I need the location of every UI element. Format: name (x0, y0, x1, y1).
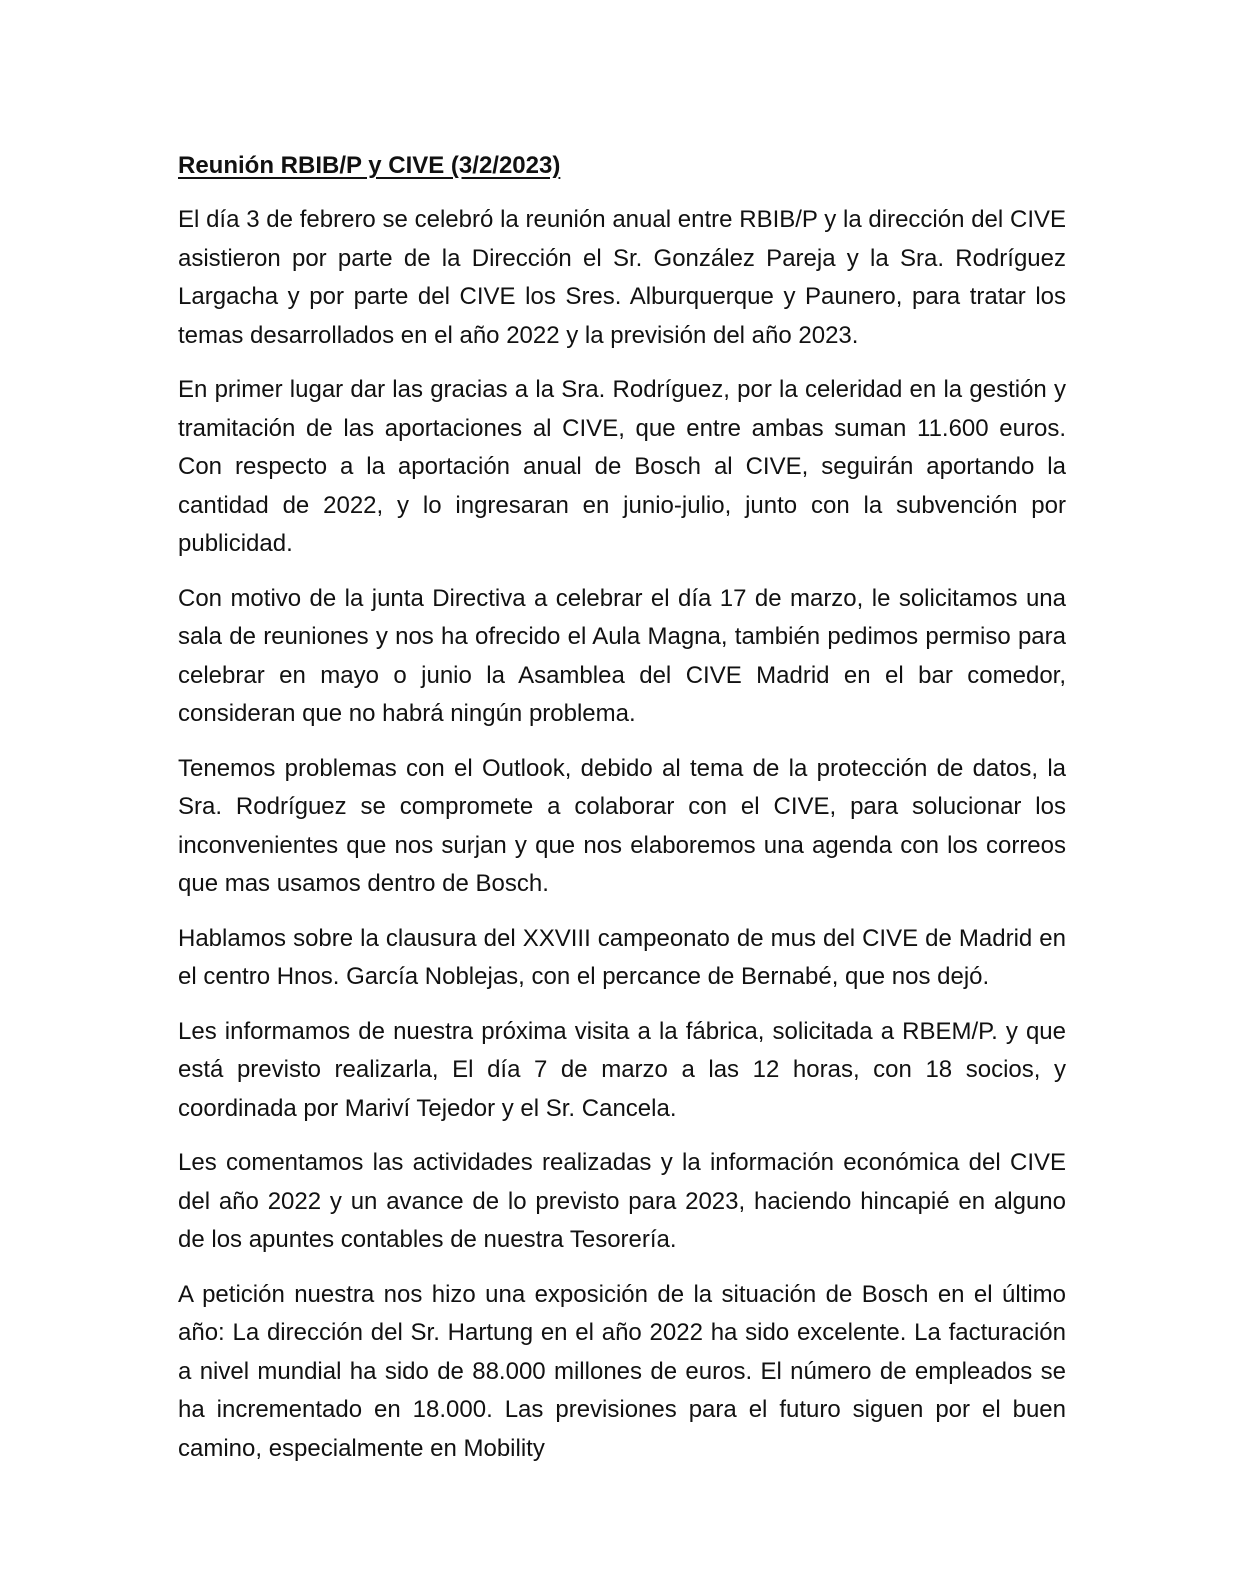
paragraph-mus-championship: Hablamos sobre la clausura del XXVIII campeonato de mus del CIVE de Madrid en el centro Hnos. García Noblejas, con el percance de Bernabé, que nos dejó. (178, 924, 1066, 990)
paragraph-outlook: Tenemos problemas con el Outlook, debido al tema de la protección de datos, la Sra. Rodríguez se compromete a colaborar con el CIVE, para solucionar los inconvenientes que nos surjan y que nos elaboremos una agenda con los correos que mas usamos dentro de Bosch. (178, 754, 1066, 897)
paragraph-board-meeting: Con motivo de la junta Directiva a celebrar el día 17 de marzo, le solicitamos una sala de reuniones y nos ha ofrecido el Aula Magna, también pedimos permiso para celebrar en mayo o junio la Asamblea del CIVE Madrid en el bar comedor, consideran que no habrá ningún problema. (178, 584, 1066, 727)
paragraph-meeting-intro: El día 3 de febrero se celebró la reunión anual entre RBIB/P y la dirección del CIVE asistieron por parte de la Dirección el Sr. González Pareja y la Sra. Rodríguez Largacha y por parte del CIVE los Sres. Alburquerque y Paunero, para tratar los temas desarrollados en el año 2022 y la previsión del año 2023. (178, 206, 1066, 349)
paragraph-activities: Les comentamos las actividades realizadas y la información económica del CIVE del año 2022 y un avance de lo previsto para 2023, haciendo hincapié en alguno de los apuntes contables de nuestra Tesorería. (178, 1149, 1066, 1253)
paragraph-bosch-situation: A petición nuestra nos hizo una exposición de la situación de Bosch en el último año: La dirección del Sr. Hartung en el año 2022 ha sido excelente. La facturación a nivel mundial ha sido de 88.000 millones de euros. El número de empleados se ha incrementado en 18.000. Las previsiones para el futuro siguen por el buen camino, especialmente en Mobility (178, 1280, 1066, 1462)
document-title: Reunión RBIB/P y CIVE (3/2/2023) (178, 152, 561, 179)
document-body (178, 147, 1066, 1484)
paragraph-contributions: En primer lugar dar las gracias a la Sra. Rodríguez, por la celeridad en la gestión y tramitación de las aportaciones al CIVE, que entre ambas suman 11.600 euros. Con respecto a la aportación anual de Bosch al CIVE, seguirán aportando la cantidad de 2022, y lo ingresaran en junio-julio, junto con la subvención por publicidad. (178, 376, 1066, 557)
paragraph-factory-visit: Les informamos de nuestra próxima visita a la fábrica, solicitada a RBEM/P. y que está previsto realizarla, El día 7 de marzo a las 12 horas, con 18 socios, y coordinada por Mariví Tejedor y el Sr. Cancela. (178, 1017, 1066, 1122)
